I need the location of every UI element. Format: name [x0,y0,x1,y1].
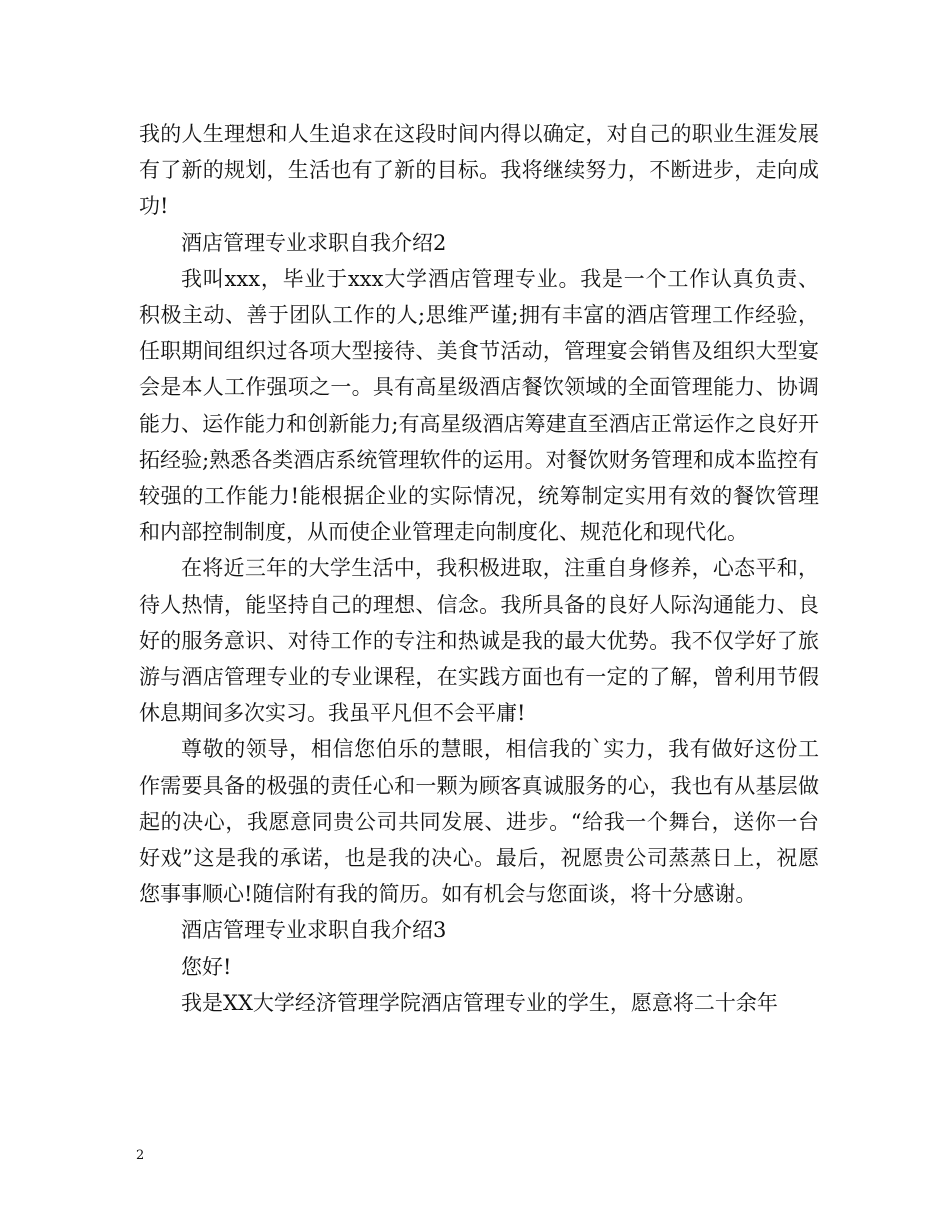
paragraph-2: 我叫xxx，毕业于xxx大学酒店管理专业。我是一个工作认真负责、积极主动、善于团队工作的人;思维严谨;拥有丰富的酒店管理工作经验，任职期间组织过各项大型接待、美食节活动，管理宴会销售及组织大型宴会是本人工作强项之一。具有高星级酒店餐饮领域的全面管理能力、协调能力、运作能力和创新能力;有高星级酒店筹建直至酒店正常运作之良好开拓经验;熟悉各类酒店系统管理软件的运用。对餐饮财务管理和成本监控有较强的工作能力!能根据企业的实际情况，统筹制定实用有效的餐饮管理和内部控制制度，从而使企业管理走向制度化、规范化和现代化。 [139,266,819,545]
section-heading-3: 酒店管理专业求职自我介绍3 [181,918,447,943]
paragraph-3: 在将近三年的大学生活中，我积极进取，注重自身修养，心态平和，待人热情，能坚持自己的理想、信念。我所具备的良好人际沟通能力、良好的服务意识、对待工作的专注和热诚是我的最大优势。我不仅学好了旅游与酒店管理专业的专业课程，在实践方面也有一定的了解，曾利用节假休息期间多次实习。我虽平凡但不会平庸! [139,556,819,726]
page-number: 2 [136,1148,145,1163]
section-heading-2: 酒店管理专业求职自我介绍2 [181,230,447,255]
paragraph-4: 尊敬的领导，相信您伯乐的慧眼，相信我的`实力，我有做好这份工作需要具备的极强的责任心和一颗为顾客真诚服务的心，我也有从基层做起的决心，我愿意同贵公司共同发展、进步。“给我一个舞台，送你一台好戏”这是我的承诺，也是我的决心。最后，祝愿贵公司蒸蒸日上，祝愿您事事顺心!随信附有我的简历。如有机会与您面谈，将十分感谢。 [139,737,819,907]
greeting: 您好! [181,954,232,979]
document-body [139,116,819,1021]
paragraph-1: 我的人生理想和人生追求在这段时间内得以确定，对自己的职业生涯发展有了新的规划，生活也有了新的目标。我将继续努力，不断进步，走向成功! [139,122,819,219]
paragraph-5: 我是XX大学经济管理学院酒店管理专业的学生，愿意将二十余年 [181,990,778,1015]
